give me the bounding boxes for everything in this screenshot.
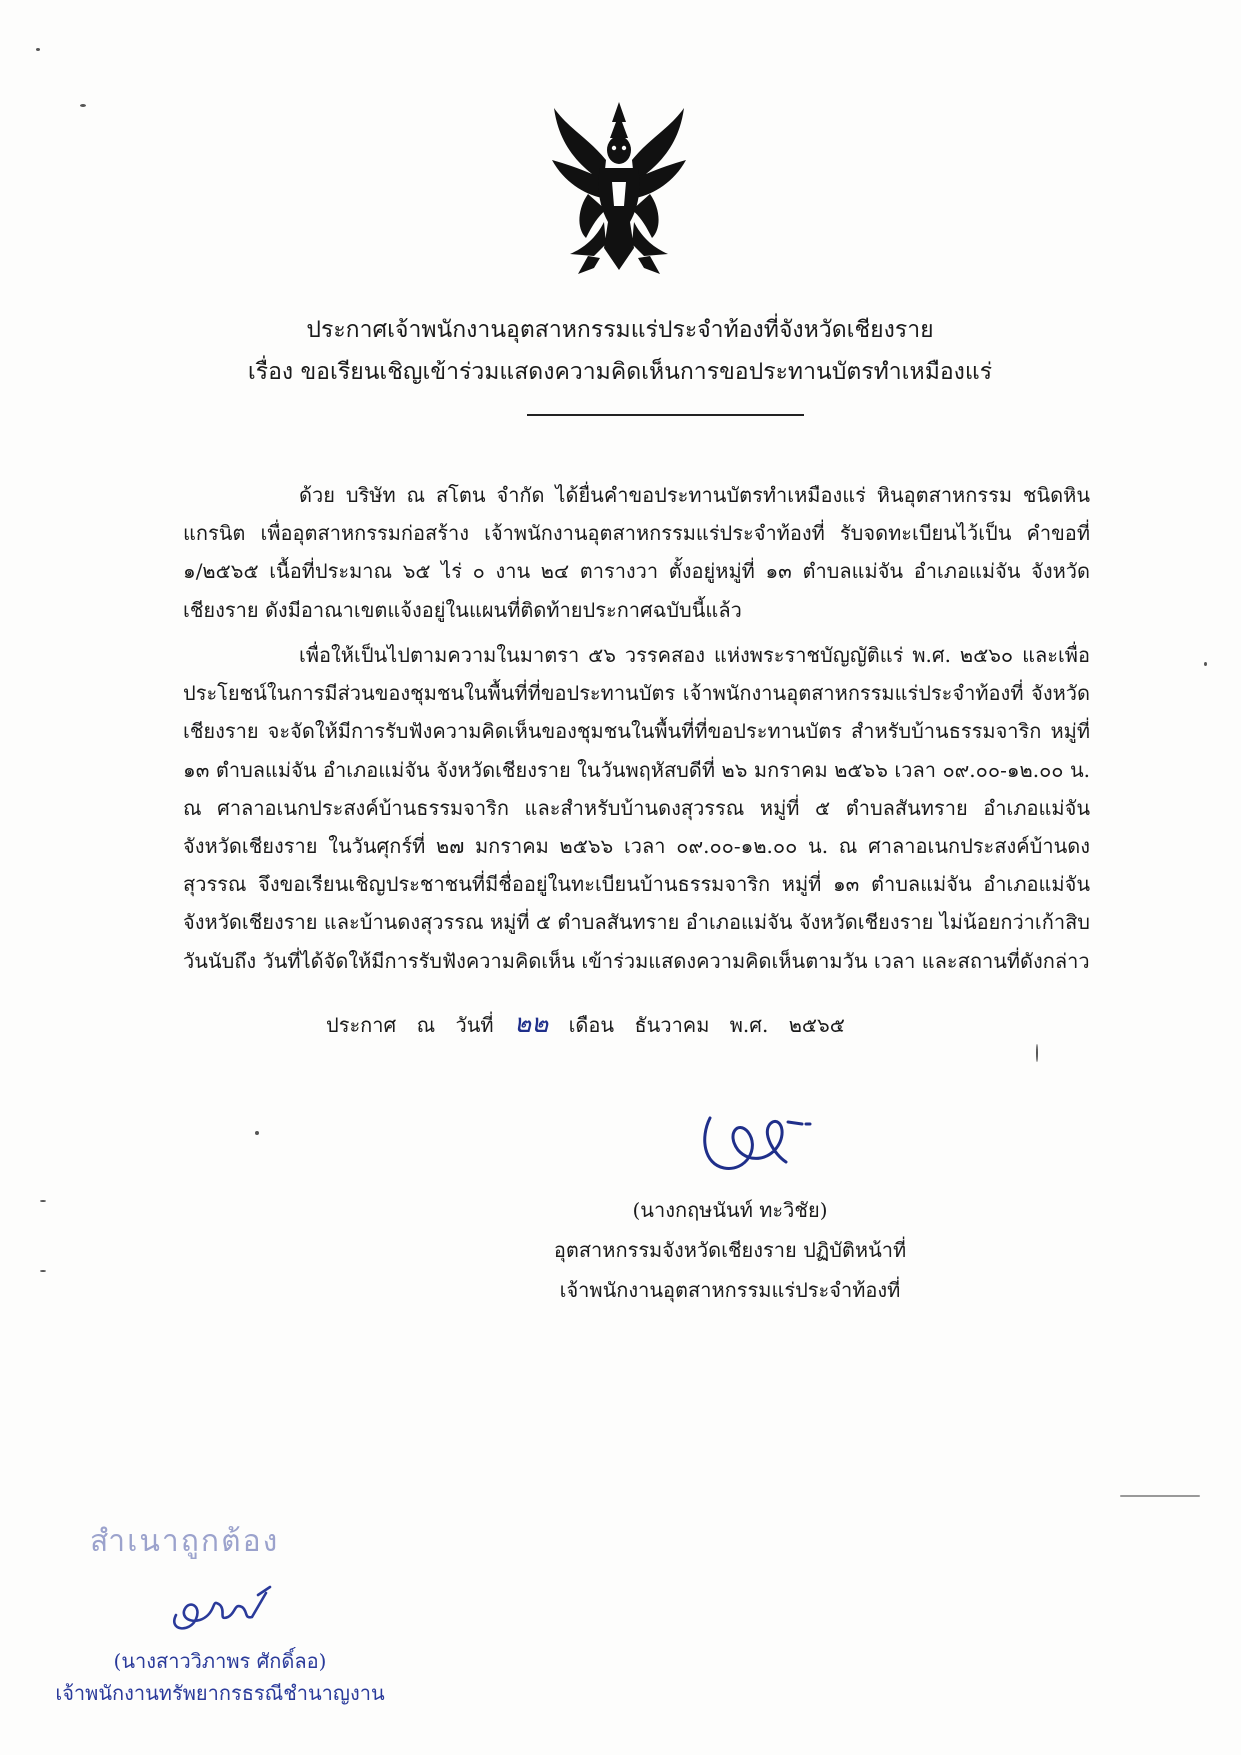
scan-speck: [255, 1131, 259, 1135]
day-value: ๒๒: [513, 1009, 549, 1039]
day-label: วันที่: [455, 1013, 494, 1037]
paragraph-1-text: ด้วย บริษัท ณ สโตน จำกัด ได้ยื่นคำขอประทานบัตรทำเหมืองแร่ หินอุตสาหกรรม ชนิดหินแกรนิต เพื่ออุตสาหกรรมก่อสร้าง เจ้าพนักงานอุตสาหกรรมแร่ประจำท้องที่ รับจดทะเบียนไว้เป็น คำขอที่ ๑/๒๕๖๕ เนื้อที่ประมาณ ๖๕ ไร่ ๐ งาน ๒๔ ตารางวา ตั้งอยู่หมู่ที่ ๑๓ ตำบลแม่จัน อำเภอแม่จัน จังหวัดเชียงราย ดังมีอาณาเขตแจ้งอยู่ในแผนที่ติดท้ายประกาศฉบับนี้แล้ว: [183, 483, 1090, 622]
certifier-name: (นางสาววิภาพร ศักดิ์ลอ): [113, 1649, 327, 1673]
date-label: ประกาศ: [326, 1013, 397, 1037]
signatory-block: [540, 1190, 920, 1310]
signatory-signature: [690, 1098, 820, 1178]
signatory-name: (นางกฤษนันท์ ทะวิชัย): [632, 1198, 828, 1222]
scan-speck: [36, 48, 40, 51]
year-label: พ.ศ.: [729, 1013, 769, 1037]
announcement-title: ประกาศเจ้าพนักงานอุตสาหกรรมแร่ประจำท้องที่จังหวัดเชียงราย: [306, 317, 934, 343]
certifier-position: เจ้าพนักงานทรัพยากรธรณีชำนาญงาน: [55, 1681, 385, 1705]
announcement-subject: เรื่อง ขอเรียนเชิญเข้าร่วมแสดงความคิดเห็นการขอประทานบัตรทำเหมืองแร่: [247, 359, 993, 385]
signatory-position: อุตสาหกรรมจังหวัดเชียงราย ปฏิบัติหน้าที่: [553, 1238, 907, 1262]
month-label: เดือน: [568, 1013, 615, 1037]
scan-speck: [1120, 1495, 1200, 1497]
scan-speck: [40, 1200, 46, 1202]
date-at: ณ: [416, 1013, 436, 1037]
year-value: ๒๕๖๕: [788, 1013, 845, 1037]
scan-speck: [80, 104, 86, 107]
title-divider: [527, 414, 804, 416]
certifier-signature: [162, 1575, 282, 1635]
announcement-date: [326, 1004, 859, 1045]
month-value: ธันวาคม: [634, 1013, 710, 1037]
scan-speck: [1036, 1044, 1038, 1062]
garuda-emblem: [548, 98, 690, 276]
scan-speck: [1204, 662, 1207, 666]
paragraph-2-text: เพื่อให้เป็นไปตามความในมาตรา ๕๖ วรรคสอง แห่งพระราชบัญญัติแร่ พ.ศ. ๒๕๖๐ และเพื่อประโยชน์ในการมีส่วนของชุมชนในพื้นที่ที่ขอประทานบัตร เจ้าพนักงานอุตสาหกรรมแร่ประจำท้องที่ จังหวัดเชียงราย จะจัดให้มีการรับฟังความคิดเห็นของชุมชนในพื้นที่ที่ขอประทานบัตร สำหรับบ้านธรรมจาริก หมู่ที่ ๑๓ ตำบลแม่จัน อำเภอแม่จัน จังหวัดเชียงราย ในวันพฤหัสบดีที่ ๒๖ มกราคม ๒๕๖๖ เวลา ๐๙.๐๐-๑๒.๐๐ น. ณ ศาลาอเนกประสงค์บ้านธรรมจาริก และสำหรับบ้านดงสุวรรณ หมู่ที่ ๕ ตำบลสันทราย อำเภอแม่จัน จังหวัดเชียงราย ในวันศุกร์ที่ ๒๗ มกราคม ๒๕๖๖ เวลา ๐๙.๐๐-๑๒.๐๐ น. ณ ศาลาอเนกประสงค์บ้านดงสุวรรณ จึงขอเรียนเชิญประชาชนที่มีชื่ออยู่ในทะเบียนบ้านธรรมจาริก หมู่ที่ ๑๓ ตำบลแม่จัน อำเภอแม่จัน จังหวัดเชียงราย และบ้านดงสุวรรณ หมู่ที่ ๕ ตำบลสันทราย อำเภอแม่จัน จังหวัดเชียงราย ไม่น้อยกว่าเก้าสิบวันนับถึง วันที่ได้จัดให้มีการรับฟังความคิดเห็น เข้าร่วมแสดงความคิดเห็นตามวัน เวลา และสถานที่ดังกล่าว: [183, 643, 1090, 973]
certified-copy-stamp: สำเนาถูกต้อง: [90, 1524, 280, 1559]
body-paragraph-1: [183, 476, 1090, 629]
scan-speck: [40, 1270, 46, 1272]
signatory-role: เจ้าพนักงานอุตสาหกรรมแร่ประจำท้องที่: [559, 1278, 901, 1302]
body-paragraph-2: [183, 636, 1090, 980]
